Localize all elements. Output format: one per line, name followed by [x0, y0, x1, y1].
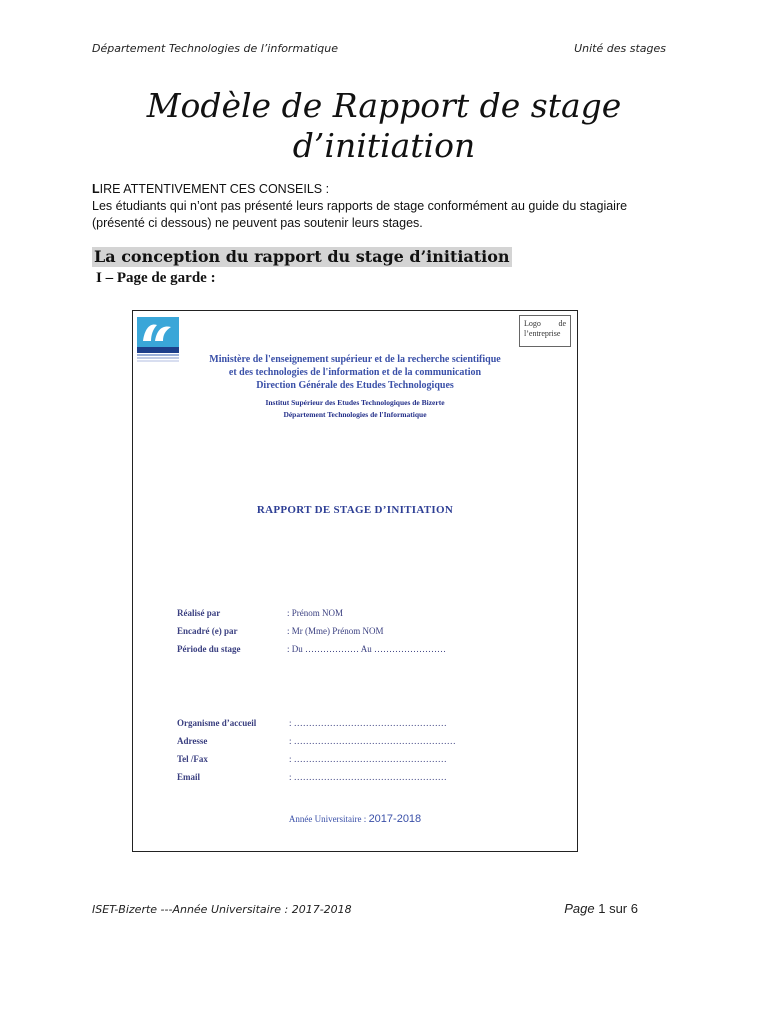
institute-line: Département Technologies de l'Informatique [283, 410, 427, 419]
page-current: 1 [598, 901, 606, 916]
ministry-heading [133, 353, 577, 392]
info-value: : …………………………………………… [289, 718, 447, 728]
title-line-2: d’initiation [292, 126, 476, 165]
info-label: Réalisé par [177, 608, 221, 618]
info-label: Email [177, 772, 201, 782]
page-sur: sur [609, 901, 628, 916]
info-label: Période du stage [177, 644, 241, 654]
advice-heading-initial: L [92, 182, 100, 196]
header-unit: Unité des stages [574, 42, 666, 55]
page-title [0, 86, 768, 166]
logo-box-word-1: Logo [524, 319, 541, 328]
advice-heading-rest: IRE ATTENTIVEMENT CES CONSEILS : [99, 182, 330, 196]
ministry-line: Direction Générale des Etudes Technologiques [256, 380, 454, 391]
section-title: La conception du rapport du stage d’initiation [94, 247, 510, 266]
institute-line: Institut Supérieur des Etudes Technologiques de Bizerte [265, 398, 445, 407]
ministry-line: et des technologies de l'information et de la communication [228, 367, 482, 378]
advice-text: Les étudiants qui n’ont pas présenté leurs rapports de stage conformément au guide du stagiaire (présenté ci dessous) ne peuvent pas soutenir leurs stages. [92, 199, 628, 230]
info-value: : …………………………………………… [289, 772, 447, 782]
institute-heading [133, 397, 577, 421]
info-row [177, 640, 446, 658]
sub-title: I – Page de garde : [96, 270, 216, 286]
logo-box-word-3: l’entreprise [524, 329, 561, 338]
title-line-1: Modèle de Rapport de stage [146, 86, 622, 125]
cover-page-sample [132, 310, 578, 852]
report-title: RAPPORT DE STAGE D’INITIATION [256, 504, 454, 516]
academic-year-label: Année Universitaire : [288, 814, 369, 824]
info-row [177, 604, 446, 622]
logo-box-word-2: de [558, 319, 566, 328]
page-word: Page [564, 901, 595, 916]
info-value: : Prénom NOM [287, 608, 343, 618]
advice-heading [92, 181, 652, 198]
info-value: : Du ……………… Au …………………… [287, 644, 447, 654]
student-info [177, 604, 446, 658]
host-organization-info [177, 714, 456, 786]
header-department: Département Technologies de l’informatique [92, 42, 338, 55]
info-label: Adresse [177, 736, 208, 746]
info-label: Organisme d’accueil [177, 718, 257, 728]
academic-year-value: 2017-2018 [368, 813, 422, 825]
info-label: Tel /Fax [177, 754, 208, 764]
academic-year [133, 813, 577, 825]
info-label: Encadré (e) par [177, 626, 238, 636]
info-row [177, 768, 456, 786]
page-total: 6 [630, 901, 638, 916]
info-row [177, 732, 456, 750]
page-number [564, 901, 638, 916]
info-value: : Mr (Mme) Prénom NOM [287, 626, 384, 636]
company-logo-box [519, 315, 571, 347]
footer-left: ISET-Bizerte ---Année Universitaire : 2017-2018 [92, 903, 352, 916]
info-row [177, 622, 446, 640]
info-value: : …………………………………………… [289, 754, 447, 764]
info-value: : ……………………………………………… [289, 736, 456, 746]
info-row [177, 714, 456, 732]
info-row [177, 750, 456, 768]
advice-block [92, 181, 652, 232]
ministry-line: Ministère de l'enseignement supérieur et de la recherche scientifique [209, 354, 501, 365]
